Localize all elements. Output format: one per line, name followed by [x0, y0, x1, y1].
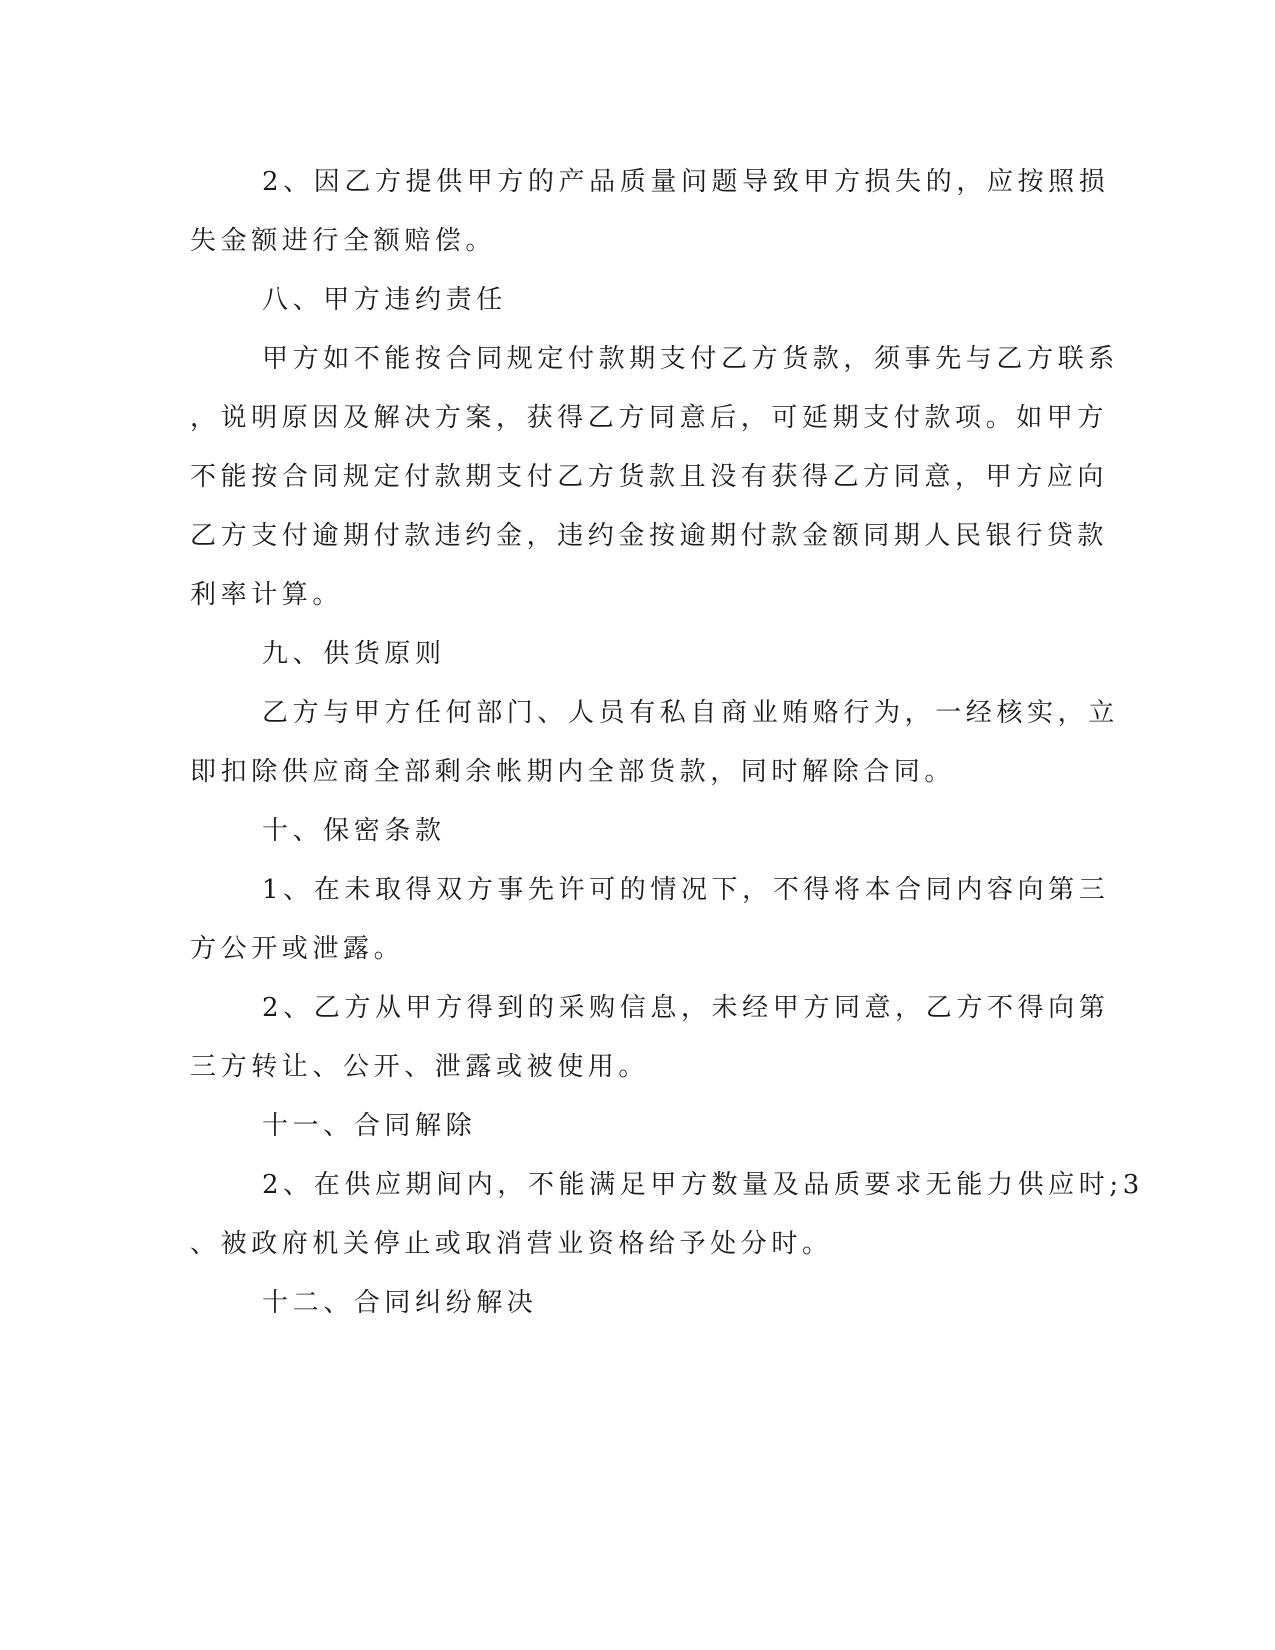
section-heading-9: 九、供货原则: [262, 639, 446, 669]
section-heading-10: 十、保密条款: [262, 816, 446, 846]
clause-7-2-line-1: 2、因乙方提供甲方的产品质量问题导致甲方损失的，应按照损: [262, 167, 1110, 197]
clause-11-line-1: 2、在供应期间内，不能满足甲方数量及品质要求无能力供应时;3: [262, 1170, 1144, 1200]
section-8-line-5: 利率计算。: [190, 580, 344, 610]
section-heading-8: 八、甲方违约责任: [262, 285, 507, 315]
section-9-line-1: 乙方与甲方任何部门、人员有私自商业贿赂行为，一经核实，立: [262, 698, 1119, 728]
section-heading-11: 十一、合同解除: [262, 1111, 477, 1141]
clause-10-1-line-2: 方公开或泄露。: [190, 934, 405, 964]
section-8-line-3: 不能按合同规定付款期支付乙方货款且没有获得乙方同意，甲方应向: [190, 462, 1109, 492]
section-8-line-2: ，说明原因及解决方案，获得乙方同意后，可延期支付款项。如甲方: [190, 403, 1109, 433]
clause-10-1-line-1: 1、在未取得双方事先许可的情况下，不得将本合同内容向第三: [262, 875, 1110, 905]
clause-10-2-line-1: 2、乙方从甲方得到的采购信息，未经甲方同意，乙方不得向第: [262, 993, 1110, 1023]
section-8-line-1: 甲方如不能按合同规定付款期支付乙方货款，须事先与乙方联系: [262, 344, 1119, 374]
section-heading-12: 十二、合同纠纷解决: [262, 1288, 538, 1318]
section-8-line-4: 乙方支付逾期付款违约金，违约金按逾期付款金额同期人民银行贷款: [190, 521, 1109, 551]
section-9-line-2: 即扣除供应商全部剩余帐期内全部货款，同时解除合同。: [190, 757, 956, 787]
clause-11-line-2: 、被政府机关停止或取消营业资格给予处分时。: [190, 1229, 833, 1259]
clause-7-2-line-2: 失金额进行全额赔偿。: [190, 226, 497, 256]
clause-10-2-line-2: 三方转让、公开、泄露或被使用。: [190, 1052, 650, 1082]
